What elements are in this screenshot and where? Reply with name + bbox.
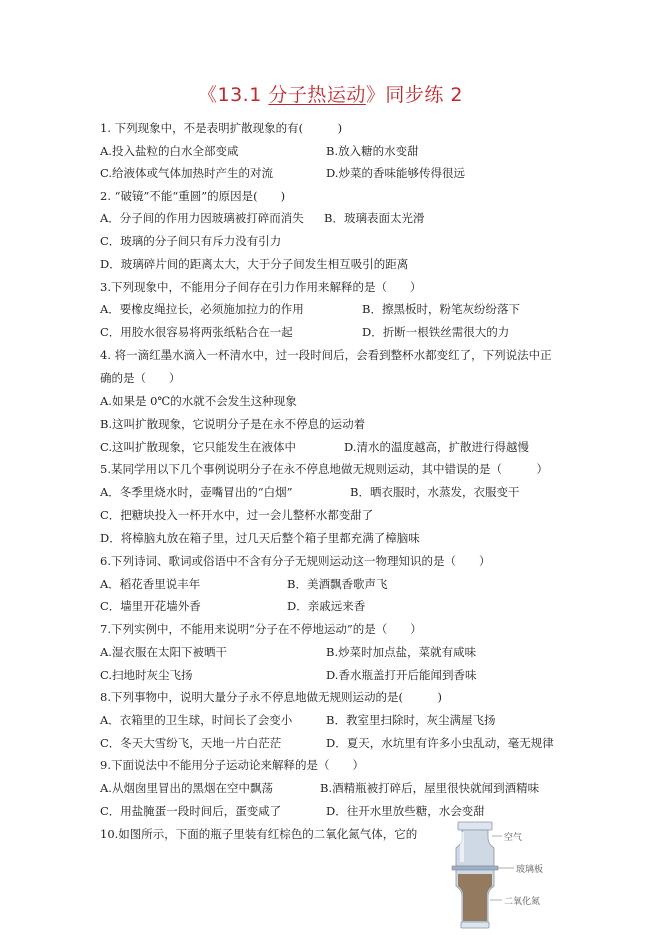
- lower-bottle: [456, 870, 494, 928]
- question-stem: 10.如图所示，下面的瓶子里装有红棕色的二氧化氮气体，它的: [100, 827, 418, 841]
- option-d: D．往开水里放些糖，水会变甜: [326, 804, 485, 818]
- option-a: A．分子间的作用力因玻璃被打碎而消失: [100, 211, 304, 225]
- option-a: A．冬季里烧水时，壶嘴冒出的“白烟”: [100, 485, 293, 499]
- question-stem: 8.下列事物中，说明大量分子永不停息地做无规则运动的是( ): [100, 690, 442, 704]
- option-b: B.炒菜时加点盐，菜就有咸味: [326, 645, 477, 659]
- option-a: A.湿衣服在太阳下被晒干: [100, 645, 227, 659]
- option-b: B.放入糖的水变甜: [326, 144, 419, 158]
- option-c: C.给液体或气体加热时产生的对流: [100, 166, 274, 180]
- question-stem: 6.下列诗词、歌词或俗语中不含有分子无规则运动这一物理知识的是（ ）: [100, 554, 491, 568]
- option-a: A.从烟囱里冒出的黑烟在空中飘荡: [100, 781, 273, 795]
- question-stem: 1. 下列现象中，不是表明扩散现象的有( ): [100, 121, 343, 135]
- label-air: 空气: [504, 833, 523, 843]
- option-c: C．把糖块投入一杯开水中，过一会儿整杯水都变甜了: [100, 508, 374, 522]
- option-d: D．夏天，水坑里有许多小虫乱动，毫无规律: [326, 736, 554, 750]
- option-c: C．用胶水很容易将两张纸粘合在一起: [100, 325, 293, 339]
- option-b: B.这叫扩散现象，它说明分子是在永不停息的运动着: [100, 417, 366, 431]
- option-c: C．用盐腌蛋一段时间后，蛋变咸了: [100, 804, 282, 818]
- option-c: C．冬天大雪纷飞，天地一片白茫茫: [100, 736, 282, 750]
- upper-bottle: [456, 822, 494, 866]
- option-c: C.扫地时灰尘飞扬: [100, 668, 193, 682]
- option-d: D.炒菜的香味能够传得很远: [326, 166, 465, 180]
- question-stem: 3.下列现象中，不能用分子间存在引力作用来解释的是（ ）: [100, 280, 422, 294]
- question-stem: 2. “破镜”不能“重圆”的原因是( ): [100, 189, 286, 203]
- question-stem: 5.某同学用以下几个事例说明分子在永不停息地做无规则运动，其中错误的是（ ）: [100, 462, 548, 476]
- question-stem: 9.下面说法中不能用分子运动论来解释的是（ ）: [100, 758, 364, 772]
- option-d: D．玻璃碎片间的距离太大，大于分子间发生相互吸引的距离: [100, 257, 409, 271]
- question-stem-cont: 确的是（ ）: [100, 371, 181, 385]
- option-a: A．要橡皮绳拉长，必须施加拉力的作用: [100, 302, 304, 316]
- glass-plate: [452, 866, 498, 870]
- option-a: A.如果是 0℃的水就不会发生这种现象: [100, 394, 297, 408]
- bottle-diagram: [440, 818, 550, 930]
- option-d: D.清水的温度越高，扩散进行得越慢: [344, 440, 529, 454]
- option-c: C．墙里开花墙外香: [100, 599, 201, 613]
- option-a: A.投入盐粒的白水全部变咸: [100, 144, 239, 158]
- option-c: C．玻璃的分子间只有斥力没有引力: [100, 234, 282, 248]
- question-stem: 4. 将一滴红墨水滴入一杯清水中，过一段时间后，会看到整杯水都变红了，下列说法中正: [100, 348, 552, 362]
- title-prefix: 《13.1: [197, 84, 269, 106]
- option-b: B．晒衣服时，水蒸发，衣服变干: [350, 485, 520, 499]
- page-title: [0, 80, 661, 107]
- option-d: D．将樟脑丸放在箱子里，过几天后整个箱子里都充满了樟脑味: [100, 531, 420, 545]
- question-stem: 7.下列实例中，不能用来说明“分子在不停地运动”的是（ ）: [100, 622, 422, 636]
- option-a: A．衣箱里的卫生球，时间长了会变小: [100, 713, 293, 727]
- option-b: B．擦黑板时，粉笔灰纷纷落下: [362, 302, 520, 316]
- title-suffix: 》同步练 2: [365, 84, 463, 106]
- option-d: D.香水瓶盖打开后能闻到香味: [326, 668, 477, 682]
- option-b: B．美酒飘香歌声飞: [287, 577, 388, 591]
- option-d: D．亲戚远来香: [287, 599, 366, 613]
- option-b: B.酒精瓶被打碎后，屋里很快就闻到酒精味: [320, 781, 540, 795]
- option-b: B．教室里扫除时，灰尘满屋飞扬: [326, 713, 496, 727]
- option-b: B．玻璃表面太光滑: [324, 211, 425, 225]
- option-c: C.这叫扩散现象，它只能发生在液体中: [100, 440, 297, 454]
- label-glass-plate: 玻璃板: [516, 865, 544, 875]
- label-no2: 二氧化氮: [504, 897, 541, 907]
- option-a: A．稻花香里说丰年: [100, 577, 201, 591]
- title-underlined: 分子热运动: [268, 84, 366, 106]
- option-d: D．折断一根铁丝需很大的力: [362, 325, 510, 339]
